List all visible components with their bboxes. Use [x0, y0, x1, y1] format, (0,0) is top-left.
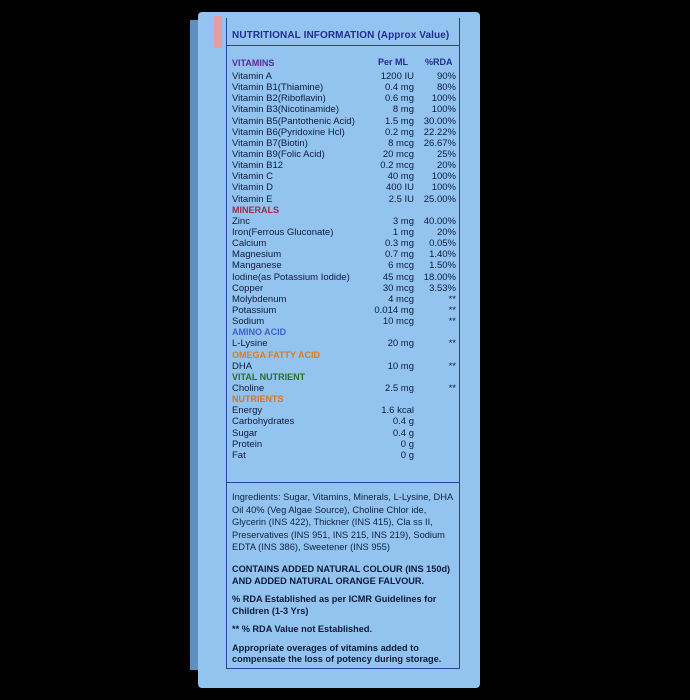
nutrient-per-ml: 30 mcg [382, 282, 414, 294]
section-title-vitamins: VITAMINS [232, 58, 275, 68]
nutrient-per-ml: 0.014 mg [374, 304, 414, 316]
column-per-ml: Per ML [378, 57, 409, 67]
nutrient-per-ml: 20 mcg [382, 148, 414, 160]
nutrient-name: Manganese [232, 260, 282, 272]
nutrient-rda: 80% [436, 82, 456, 94]
nutrient-per-ml: 3 mg [392, 215, 414, 227]
nutrient-name: Molybdenum [232, 293, 287, 305]
section-title-minerals: MINERALS [232, 204, 279, 215]
nutrition-table [232, 71, 460, 461]
nutrient-rda: 100% [431, 171, 456, 183]
table-row [232, 238, 460, 249]
note-rda-guidelines: % RDA Established as per ICMR Guidelines for Children (1-3 Yrs) [232, 594, 437, 616]
nutrient-rda: 20% [436, 160, 456, 172]
nutrient-rda: 1.50% [429, 260, 456, 272]
nutrient-rda: 20% [436, 226, 456, 238]
nutrient-rda: ** [448, 316, 456, 328]
nutrient-per-ml: 0 g [400, 438, 414, 450]
nutrient-name: Fat [232, 449, 246, 461]
table-row [232, 338, 460, 349]
nutrient-rda: ** [448, 382, 456, 394]
nutrient-rda: 22.22% [423, 126, 456, 138]
nutrient-name: Vitamin D [232, 182, 274, 194]
nutrient-name: Magnesium [232, 249, 282, 261]
nutrient-name: Iodine(as Potassium Iodide) [232, 271, 350, 283]
section-title-amino-acid: AMINO ACID [232, 327, 287, 338]
nutrient-per-ml: 20 mg [387, 338, 414, 350]
nutrient-per-ml: 1.5 mg [384, 115, 414, 127]
nutrition-heading: NUTRITIONAL INFORMATION (Approx Value) [232, 30, 450, 41]
nutrient-name: Vitamin E [232, 193, 273, 205]
nutrient-name: Choline [232, 382, 265, 394]
nutrient-per-ml: 0.4 mg [384, 82, 414, 94]
table-row [232, 316, 460, 327]
notes-block [232, 564, 460, 673]
table-row [232, 260, 460, 271]
nutrient-per-ml: 2.5 mg [384, 382, 414, 394]
table-bottom-rule [226, 482, 460, 483]
table-row [232, 283, 460, 294]
table-row [232, 149, 460, 160]
nutrient-per-ml: 45 mcg [382, 271, 414, 283]
table-row [232, 405, 460, 416]
section-title-nutrients: NUTRIENTS [232, 394, 284, 405]
table-row [232, 361, 460, 372]
heading-rule [226, 45, 460, 46]
nutrient-name: Sugar [232, 427, 258, 439]
table-row [232, 182, 460, 193]
table-row [232, 194, 460, 205]
table-row [232, 82, 460, 93]
nutrient-name: Iron(Ferrous Gluconate) [232, 226, 334, 238]
nutrient-name: Vitamin B9(Folic Acid) [232, 148, 325, 160]
nutrient-rda: 3.53% [429, 282, 456, 294]
nutrient-per-ml: 6 mcg [388, 260, 414, 272]
nutrient-name: Vitamin B12 [232, 160, 284, 172]
nutrient-per-ml: 0.6 mg [384, 93, 414, 105]
nutrient-per-ml: 1200 IU [380, 71, 414, 82]
nutrient-rda: 25.00% [423, 193, 456, 205]
nutrient-rda: ** [448, 293, 456, 305]
table-row [232, 160, 460, 171]
nutrient-name: Vitamin B7(Biotin) [232, 137, 308, 149]
section-title-vital-nutrient: VITAL NUTRIENT [232, 371, 306, 382]
nutrient-name: Sodium [232, 316, 265, 328]
table-row [232, 428, 460, 439]
nutrient-name: Potassium [232, 304, 277, 316]
nutrient-per-ml: 400 IU [386, 182, 414, 194]
nutrient-rda: 100% [431, 93, 456, 105]
note-overages: Appropriate overages of vitamins added to compensate the loss of potency during storage. [232, 642, 442, 664]
ingredients-text: Ingredients: Sugar, Vitamins, Minerals, L-Lysine, DHA Oil 40% (Veg Algae Source), Choline Chlor ide, Glycerin (INS 422), Thickner (INS 415), Cla ss II, Preservatives (INS 951, INS 215, INS 219), Sodium EDTA (INS 386), Sweetener (INS 955) [232, 492, 453, 553]
nutrient-per-ml: 2.5 IU [388, 193, 414, 205]
table-row [232, 127, 460, 138]
nutrient-rda: ** [448, 304, 456, 316]
panel-bottom-rule [226, 668, 460, 669]
nutrient-per-ml: 0.4 g [392, 427, 414, 439]
nutrient-rda: 30.00% [423, 115, 456, 127]
nutrient-per-ml: 0.2 mcg [380, 160, 414, 172]
pink-tab [214, 16, 222, 48]
nutrient-per-ml: 8 mg [392, 104, 414, 116]
nutrient-per-ml: 0.7 mg [384, 249, 414, 261]
nutrient-name: Vitamin A [232, 71, 272, 82]
note-rda-not-established: ** % RDA Value not Established. [232, 624, 373, 634]
nutrient-name: Vitamin B2(Riboflavin) [232, 93, 326, 105]
nutrient-rda: 40.00% [423, 215, 456, 227]
nutrient-name: Vitamin B6(Pyridoxine Hcl) [232, 126, 345, 138]
table-row [232, 171, 460, 182]
nutrient-per-ml: 0.4 g [392, 416, 414, 428]
nutrient-rda: 100% [431, 182, 456, 194]
nutrient-name: DHA [232, 360, 253, 372]
column-rda: %RDA [425, 57, 453, 67]
nutrient-per-ml: 0.3 mg [384, 238, 414, 250]
nutrient-per-ml: 0.2 mg [384, 126, 414, 138]
nutrient-name: Zinc [232, 215, 250, 227]
table-row [232, 116, 460, 127]
nutrient-name: L-Lysine [232, 338, 268, 350]
nutrient-per-ml: 10 mg [387, 360, 414, 372]
table-row [232, 272, 460, 283]
note-natural-colour: CONTAINS ADDED NATURAL COLOUR (INS 150d) AND ADDED NATURAL ORANGE FALVOUR. [232, 564, 451, 586]
table-row [232, 216, 460, 227]
nutrient-rda: 1.40% [429, 249, 456, 261]
nutrient-per-ml: 1 mg [392, 226, 414, 238]
nutrient-name: Protein [232, 438, 263, 450]
nutrient-name: Vitamin B1(Thiamine) [232, 82, 324, 94]
nutrient-rda: 18.00% [423, 271, 456, 283]
nutrient-per-ml: 1.6 kcal [381, 405, 414, 417]
nutrient-per-ml: 8 mcg [388, 137, 414, 149]
nutrient-rda: 90% [436, 71, 456, 82]
nutrient-per-ml: 40 mg [387, 171, 414, 183]
table-row [232, 104, 460, 115]
table-row [232, 294, 460, 305]
nutrient-rda: ** [448, 338, 456, 350]
nutrient-rda: 25% [436, 148, 456, 160]
nutrient-name: Calcium [232, 238, 267, 250]
table-row [232, 71, 460, 82]
nutrient-per-ml: 4 mcg [388, 293, 414, 305]
nutrient-per-ml: 10 mcg [382, 316, 414, 328]
table-row [232, 450, 460, 461]
nutrient-name: Energy [232, 405, 263, 417]
nutrient-name: Carbohydrates [232, 416, 295, 428]
table-row [232, 227, 460, 238]
nutrient-per-ml: 0 g [400, 449, 414, 461]
nutrient-rda: 100% [431, 104, 456, 116]
nutrient-name: Copper [232, 282, 264, 294]
section-title-omega-fatty-acid: OMEGA FATTY ACID [232, 349, 321, 360]
nutrient-rda: ** [448, 360, 456, 372]
nutrient-rda: 0.05% [429, 238, 456, 250]
nutrient-name: Vitamin B3(Nicotinamide) [232, 104, 340, 116]
nutrient-name: Vitamin B5(Pantothenic Acid) [232, 115, 355, 127]
table-row [232, 383, 460, 394]
table-row [232, 305, 460, 316]
nutrient-rda: 26.67% [423, 137, 456, 149]
nutrient-name: Vitamin C [232, 171, 274, 183]
table-row [232, 249, 460, 260]
table-row [232, 416, 460, 427]
table-row [232, 138, 460, 149]
table-row [232, 93, 460, 104]
table-row [232, 439, 460, 450]
